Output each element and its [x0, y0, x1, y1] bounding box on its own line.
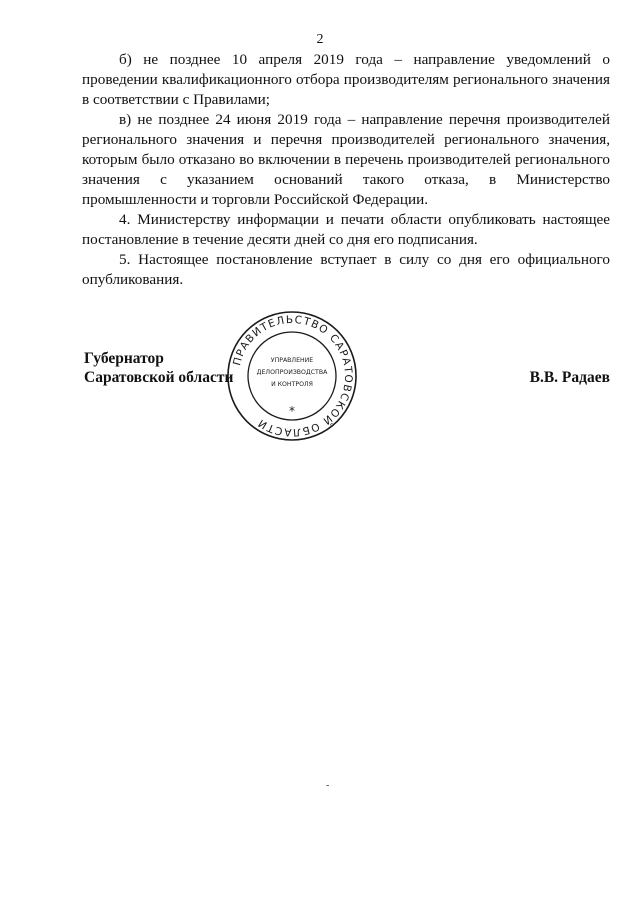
document-body	[82, 50, 610, 290]
seal-inner-line2: ДЕЛОПРОИЗВОДСТВА	[256, 369, 328, 376]
official-seal	[226, 310, 358, 442]
seal-inner-line1: УПРАВЛЕНИЕ	[270, 357, 314, 364]
paragraph-v: в) не позднее 24 июня 2019 года – направление перечня производителей регионального значения и перечня производителей регионального значения, которым было отказано во включении в перечень производителей регионального значения с указанием оснований такого отказа, в Министерство промышленности и торговли Российской Федерации.	[82, 111, 610, 208]
signatory-title-line2: Саратовской области	[84, 369, 234, 386]
signatory-title-line1: Губернатор	[84, 350, 164, 367]
paragraph-4: 4. Министерству информации и печати области опубликовать настоящее постановление в течение десяти дней со дня его подписания.	[82, 211, 610, 248]
seal-star-icon: *	[289, 404, 295, 418]
paragraph-5: 5. Настоящее постановление вступает в силу со дня его официального опубликования.	[82, 251, 610, 288]
signatory-title	[84, 349, 233, 387]
seal-outer-text: ПРАВИТЕЛЬСТВО САРАТОВСКОЙ ОБЛАСТИ	[231, 313, 355, 439]
seal-outer-ring	[228, 312, 356, 440]
signatory-name: В.В. Радаев	[529, 369, 610, 386]
scan-artifact-mark: -	[326, 780, 330, 791]
page-number: 2	[316, 32, 324, 47]
seal-stamp-graphic	[226, 310, 358, 442]
paragraph-b: б) не позднее 10 апреля 2019 года – направление уведомлений о проведении квалификационного отбора производителям регионального значения в соответствии с Правилами;	[82, 51, 610, 108]
seal-inner-line3: И КОНТРОЛЯ	[271, 381, 313, 388]
